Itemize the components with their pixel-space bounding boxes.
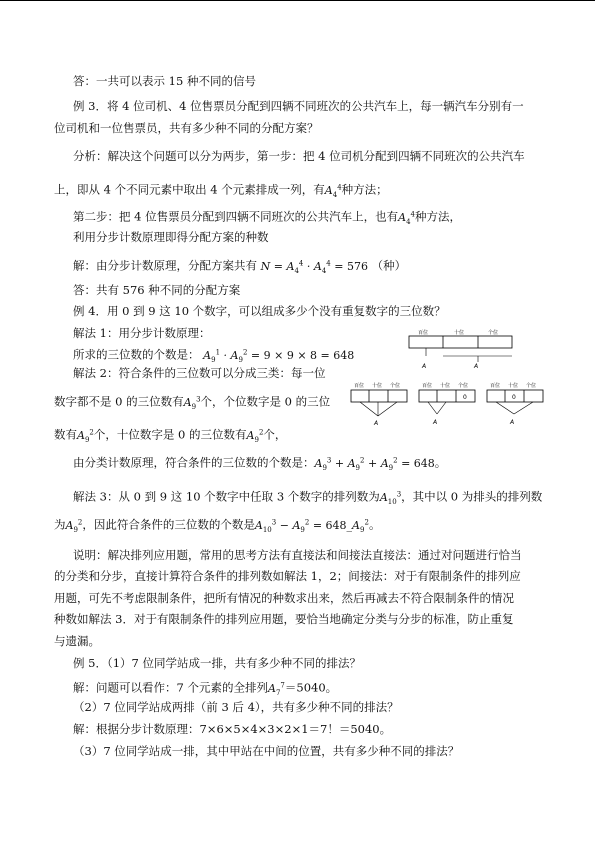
svg-text:百位: 百位 — [422, 383, 433, 389]
answer-line-1: 答：一共可以表示 15 种不同的信号 — [73, 74, 256, 88]
method-1-line: 解法 1：用分步计数原理： — [73, 326, 211, 340]
note-line-5: 与遗漏。 — [54, 634, 100, 648]
analysis-step1: 上，即从 4 个不同元素中取出 4 个元素排成一列，有$A_4^4$种方法； — [54, 182, 388, 199]
page-top-rule — [0, 0, 595, 1]
svg-text:个位: 个位 — [390, 383, 401, 389]
example-5-q2: （2）7 位同学站成两排（前 3 后 4），共有多少种不同的排法？ — [73, 700, 399, 714]
zero-ge: 0 — [463, 394, 467, 401]
svg-text:个位: 个位 — [458, 383, 469, 389]
case-diagram-2 — [418, 380, 478, 428]
sub-a92: A — [474, 363, 479, 370]
method-2-line: 解法 2：符合条件的三位数可以分成三类：每一位 — [73, 366, 326, 380]
formula-648: $A_9^1 \cdot A_9^2 = 9 \times 9 \times 8 = 648$ — [203, 348, 355, 364]
example-5-q3: （3）7 位同学站成一排，其中甲站在中间的位置，共有多少种不同的排法？ — [73, 744, 460, 758]
svg-text:十位: 十位 — [372, 383, 383, 389]
analysis-line: 分析：解决这个问题可以分为两步，第一步：把 4 位司机分配到四辆不同班次的公共汽车 — [73, 149, 525, 163]
example-4-heading: 例 4．用 0 到 9 这 10 个数字，可以组成多少个没有重复数字的三位数？ — [73, 304, 446, 318]
method-1-count: 所求的三位数的个数是： $A_9^1 \cdot A_9^2 = 9 \times 9 \times 8 = 648$ — [73, 347, 355, 364]
note-line-3: 用题，可先不考虑限制条件，把所有情况的种数求出来，然后再减去不符合限制条件的情况 — [54, 591, 514, 605]
note-line-2: 的分类和分步，直接计算符合条件的排列数如解法 1，2；间接法：对于有限制条件的排列应 — [54, 569, 521, 583]
formula-a44: $A_4^4$ — [324, 183, 342, 199]
case-diagram-3 — [486, 380, 546, 428]
method-2-case1: 数字都不是 0 的三位数有$A_9^3$个，个位数字是 0 的三位 — [54, 394, 331, 411]
example-3-heading: 例 3．将 4 位司机、4 位售票员分配到四辆不同班次的公共汽车上，每一辆汽车分别有一 — [73, 99, 524, 113]
svg-text:A: A — [433, 419, 438, 426]
formula-n-eq: $N = A_4^4 \cdot A_4^4 = 576$ — [260, 259, 368, 275]
sub-a91: A — [422, 363, 427, 370]
example-5-sol1: 解：问题可以看作：7 个元素的全排列$A_7^7=5040$。 — [73, 680, 338, 697]
formula-a44-2: $A_4^4$ — [398, 210, 416, 226]
svg-text:百位: 百位 — [354, 383, 365, 389]
svg-text:个位: 个位 — [526, 383, 537, 389]
slot-outer — [409, 336, 512, 348]
svg-text:十位: 十位 — [440, 383, 451, 389]
principle-line: 利用分步计数原理即得分配方案的种数 — [73, 230, 269, 244]
digit-slot-diagram — [408, 326, 513, 372]
zero-shi: 0 — [512, 394, 516, 401]
analysis-step2: 第二步：把 4 位售票员分配到四辆不同班次的公共汽车上，也有$A_4^4$种方法， — [73, 209, 462, 226]
method-3-result: 为$A_9^2$，因此符合条件的三位数的个数是$A_{10}^3 - A_9^2$ = $648\_A_9^2$。 — [54, 517, 381, 534]
svg-text:A: A — [374, 420, 379, 427]
svg-text:百位: 百位 — [490, 383, 501, 389]
label-ge: 个位 — [488, 330, 499, 336]
method-3-line: 解法 3：从 0 到 9 这 10 个数字中任取 3 个数字的排列数为$A_{10}^3$，其中以 0 为排头的排列数 — [73, 489, 543, 506]
example-3-continued: 位司机和一位售票员，共有多少种不同的分配方案？ — [54, 121, 319, 135]
example-5-sol2: 解：根据分步计数原理：7×6×5×4×3×2×1＝7！＝5040。 — [73, 722, 392, 736]
method-2-sum: 由分类计数原理，符合条件的三位数的个数是：$A_9^3 + A_9^2 + A_9^2 = 648$。 — [73, 455, 447, 472]
solution-line: 解：由分步计数原理，分配方案共有 $N = A_4^4 \cdot A_4^4 = 576$ （种） — [73, 258, 407, 275]
note-line-1: 说明：解决排列应用题，常用的思考方法有直接法和间接法直接法：通过对问题进行恰当 — [73, 548, 522, 562]
method-2-case2: 数有$A_9^2$个，十位数字是 0 的三位数有$A_9^2$个， — [54, 427, 287, 444]
example-5-heading: 例 5．（1）7 位同学站成一排，共有多少种不同的排法？ — [73, 656, 362, 670]
svg-text:十位: 十位 — [508, 383, 519, 389]
case-diagram-1 — [350, 380, 410, 428]
answer-576: 答：共有 576 种不同的分配方案 — [73, 283, 241, 297]
label-shi: 十位 — [454, 330, 465, 336]
svg-text:A: A — [510, 419, 515, 426]
note-line-4: 种数如解法 3．对于有限制条件的排列应用题，要恰当地确定分类与分步的标准，防止重复 — [54, 612, 514, 626]
label-bai: 百位 — [418, 330, 429, 336]
